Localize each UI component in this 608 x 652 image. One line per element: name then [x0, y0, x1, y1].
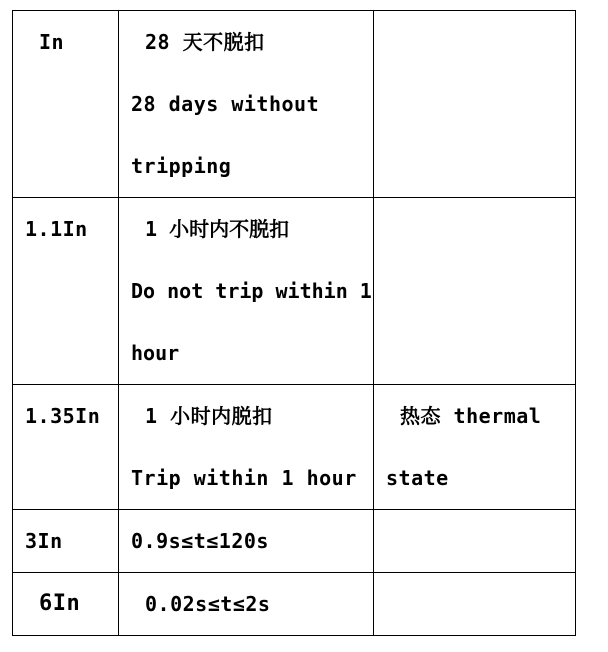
behavior-cell: [119, 11, 374, 198]
note-cell: [374, 385, 576, 510]
note-cell: [374, 573, 576, 636]
current-value: 6In: [39, 591, 81, 616]
current-cell: [13, 573, 119, 636]
current-cell: [13, 198, 119, 385]
behavior-english-line: hour: [131, 341, 180, 365]
current-value: 1.1In: [25, 217, 88, 241]
current-cell: [13, 385, 119, 510]
current-value: 3In: [25, 529, 63, 553]
table-row: [13, 510, 576, 573]
current-cell: [13, 11, 119, 198]
table-row: [13, 573, 576, 636]
behavior-english-line: Do not trip within 1: [131, 279, 372, 303]
behavior-english-line: Trip within 1 hour: [131, 466, 357, 490]
table-row: [13, 198, 576, 385]
note-line: state: [386, 466, 449, 490]
current-value: 1.35In: [25, 404, 101, 428]
behavior-value: 0.02s≤t≤2s: [145, 592, 271, 616]
note-cell: [374, 198, 576, 385]
table-row: [13, 385, 576, 510]
behavior-cell: [119, 510, 374, 573]
current-value: In: [39, 30, 65, 54]
table-row: [13, 11, 576, 198]
behavior-cell: [119, 573, 374, 636]
behavior-chinese: 1 小时内不脱扣: [145, 217, 290, 241]
note-line: 热态 thermal: [400, 404, 542, 428]
behavior-chinese: 1 小时内脱扣: [145, 404, 273, 428]
trip-characteristics-table: [12, 10, 576, 636]
behavior-cell: [119, 198, 374, 385]
behavior-cell: [119, 385, 374, 510]
behavior-english-line: 28 days without: [131, 92, 320, 116]
note-cell: [374, 11, 576, 198]
behavior-english-line: tripping: [131, 154, 232, 178]
behavior-chinese: 28 天不脱扣: [145, 30, 265, 54]
current-cell: [13, 510, 119, 573]
behavior-value: 0.9s≤t≤120s: [131, 529, 269, 553]
note-cell: [374, 510, 576, 573]
